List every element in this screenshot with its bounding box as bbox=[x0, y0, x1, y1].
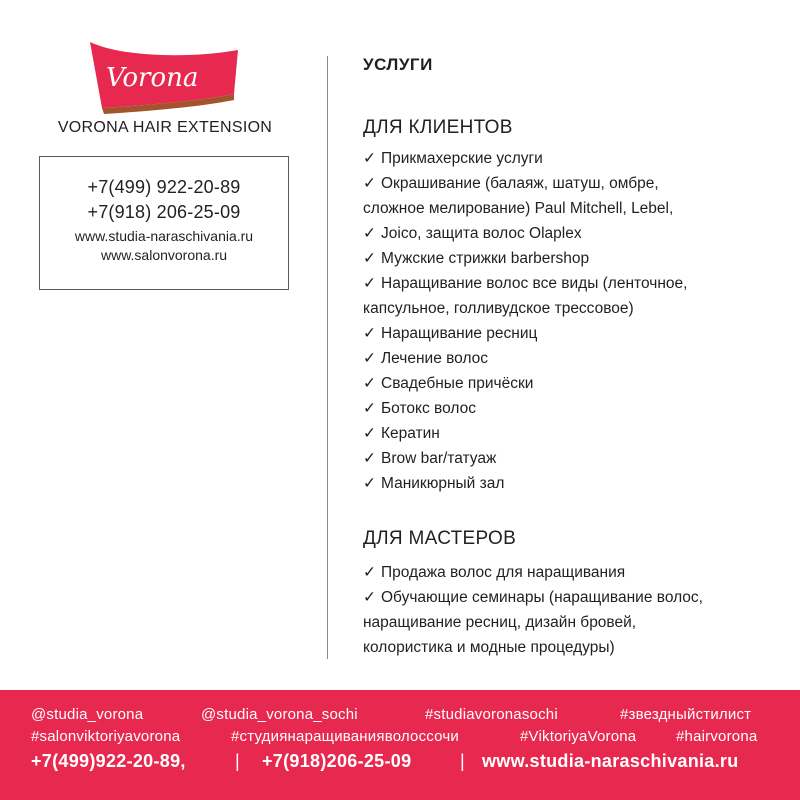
checkmark-icon: ✓ bbox=[363, 475, 376, 492]
checkmark-icon: ✓ bbox=[363, 589, 376, 606]
checkmark-icon: ✓ bbox=[363, 564, 376, 581]
footer-tag[interactable]: #ViktoriyaVorona bbox=[520, 728, 637, 745]
masters-section-title: ДЛЯ МАСТЕРОВ bbox=[363, 528, 517, 549]
service-item-text: Продажа волос для наращивания bbox=[381, 564, 626, 581]
checkmark-icon: ✓ bbox=[363, 250, 376, 267]
service-item bbox=[363, 146, 783, 171]
footer-separator: | bbox=[235, 751, 240, 771]
service-item bbox=[363, 196, 783, 221]
footer-banner bbox=[0, 690, 800, 800]
service-item bbox=[363, 246, 783, 271]
service-item bbox=[363, 321, 783, 346]
service-item-text: колористика и модные процедуры) bbox=[363, 639, 615, 656]
footer-tag[interactable]: #hairvorona bbox=[676, 728, 758, 745]
service-item-text: сложное мелирование) Paul Mitchell, Lebel, bbox=[363, 200, 674, 217]
footer-phone-2[interactable]: +7(918)206-25-09 bbox=[262, 751, 412, 771]
service-item bbox=[363, 271, 783, 296]
services-title: УСЛУГИ bbox=[363, 55, 433, 74]
checkmark-icon: ✓ bbox=[363, 425, 376, 442]
service-item bbox=[363, 371, 783, 396]
service-item-text: Обучающие семинары (наращивание волос, bbox=[381, 589, 703, 606]
contact-phone-2[interactable]: +7(918) 206-25-09 bbox=[87, 202, 241, 222]
clients-section-title: ДЛЯ КЛИЕНТОВ bbox=[363, 117, 513, 138]
service-item-text: Окрашивание (балаяж, шатуш, омбре, bbox=[381, 175, 659, 192]
checkmark-icon: ✓ bbox=[363, 175, 376, 192]
footer-tag[interactable]: #студиянаращиванияволоссочи bbox=[231, 728, 459, 745]
contact-site-1[interactable]: www.studia-naraschivania.ru bbox=[74, 228, 254, 244]
checkmark-icon: ✓ bbox=[363, 400, 376, 417]
footer-tag[interactable]: @studia_vorona bbox=[31, 706, 144, 723]
service-item-text: Прикмахерские услуги bbox=[381, 150, 543, 167]
service-item bbox=[363, 396, 783, 421]
footer-tag[interactable]: #studiavoronasochi bbox=[425, 706, 558, 723]
service-item-text: Ботокс волос bbox=[381, 400, 476, 417]
checkmark-icon: ✓ bbox=[363, 350, 376, 367]
checkmark-icon: ✓ bbox=[363, 450, 376, 467]
service-item-text: Наращивание волос все виды (ленточное, bbox=[381, 275, 688, 292]
service-item-text: Маникюрный зал bbox=[381, 475, 505, 492]
service-item bbox=[363, 471, 783, 496]
footer-tag[interactable]: #salonviktoriyavorona bbox=[31, 728, 181, 745]
checkmark-icon: ✓ bbox=[363, 150, 376, 167]
logo-ribbon-icon bbox=[84, 38, 244, 118]
logo-text: Vorona bbox=[106, 63, 199, 93]
checkmark-icon: ✓ bbox=[363, 275, 376, 292]
service-item-text: Наращивание ресниц bbox=[381, 325, 538, 342]
footer-tag[interactable]: @studia_vorona_sochi bbox=[201, 706, 358, 723]
service-item-text: Лечение волос bbox=[381, 350, 489, 367]
checkmark-icon: ✓ bbox=[363, 375, 376, 392]
service-item-text: Кератин bbox=[381, 425, 440, 442]
brand-name: VORONA HAIR EXTENSION bbox=[57, 119, 273, 136]
service-item-text: Мужские стрижки barbershop bbox=[381, 250, 590, 267]
service-item bbox=[363, 346, 783, 371]
service-item bbox=[363, 221, 783, 246]
masters-services-list bbox=[363, 560, 783, 660]
service-item-text: Brow bar/татуаж bbox=[381, 450, 497, 467]
contact-box bbox=[39, 156, 289, 290]
service-item bbox=[363, 446, 783, 471]
service-item bbox=[363, 421, 783, 446]
service-item bbox=[363, 560, 783, 585]
service-item bbox=[363, 610, 783, 635]
service-item bbox=[363, 585, 783, 610]
footer-phone-1[interactable]: +7(499)922-20-89, bbox=[31, 751, 186, 771]
service-item-text: капсульное, голливудское трессовое) bbox=[363, 300, 634, 317]
vorona-logo bbox=[84, 38, 244, 118]
footer-separator: | bbox=[460, 751, 465, 771]
service-item-text: Свадебные причёски bbox=[381, 375, 534, 392]
contact-site-2[interactable]: www.salonvorona.ru bbox=[100, 247, 228, 263]
clients-services-list bbox=[363, 146, 783, 496]
service-item-text: наращивание ресниц, дизайн бровей, bbox=[363, 614, 637, 631]
footer-site[interactable]: www.studia-naraschivania.ru bbox=[482, 751, 739, 771]
service-item bbox=[363, 296, 783, 321]
contact-phone-1[interactable]: +7(499) 922-20-89 bbox=[87, 177, 241, 197]
footer-tag[interactable]: #звездныйстилист bbox=[620, 706, 752, 723]
service-item bbox=[363, 171, 783, 196]
service-item-text: Joico, защита волос Olaplex bbox=[381, 225, 582, 242]
service-item bbox=[363, 635, 783, 660]
checkmark-icon: ✓ bbox=[363, 325, 376, 342]
vertical-divider bbox=[327, 56, 328, 659]
checkmark-icon: ✓ bbox=[363, 225, 376, 242]
